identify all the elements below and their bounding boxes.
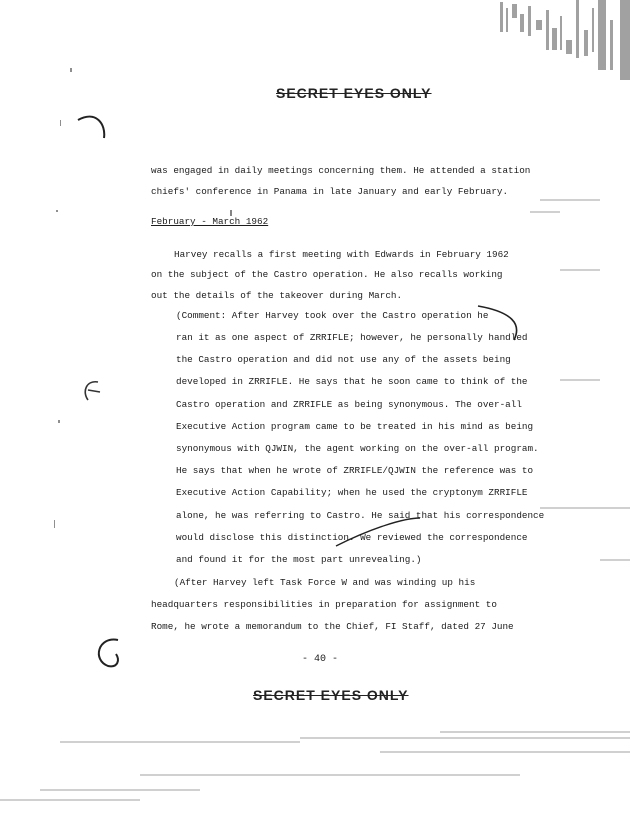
text-line: the Castro operation and did not use any of the assets being	[176, 354, 511, 365]
text-line: developed in ZRRIFLE. He says that he soon came to think of the	[176, 376, 528, 387]
page-number: - 40 -	[302, 654, 339, 665]
section-heading: February - March 1962	[151, 216, 269, 227]
text-line: out the details of the takeover during March.	[151, 290, 403, 301]
text-line: Executive Action Capability; when he used the cryptonym ZRRIFLE	[176, 487, 528, 498]
text-line: and found it for the most part unrevealing.)	[176, 554, 422, 565]
text-line: He says that when he wrote of ZRRIFLE/QJWIN the reference was to	[176, 465, 534, 476]
text-line: Executive Action program came to be treated in his mind as being	[176, 421, 534, 432]
text-line: (After Harvey left Task Force W and was winding up his	[174, 577, 476, 588]
text-line: on the subject of the Castro operation. He also recalls working	[151, 269, 503, 280]
text-line: chiefs' conference in Panama in late January and early February.	[151, 186, 509, 197]
classification-stamp-header: SECRET EYES ONLY	[276, 85, 432, 101]
text-line: Harvey recalls a first meeting with Edwards in February 1962	[174, 249, 509, 260]
text-line: headquarters responsibilities in preparation for assignment to	[151, 599, 497, 610]
text-line: Rome, he wrote a memorandum to the Chief, FI Staff, dated 27 June	[151, 621, 514, 632]
text-line: alone, he was referring to Castro. He said that his correspondence	[176, 510, 545, 521]
text-line: ran it as one aspect of ZRRIFLE; however, he personally handled	[176, 332, 528, 343]
classification-stamp-footer: SECRET EYES ONLY	[253, 687, 409, 703]
text-line: (Comment: After Harvey took over the Castro operation he	[176, 310, 489, 321]
text-line: was engaged in daily meetings concerning them. He attended a station	[151, 165, 531, 176]
text-line: would disclose this distinction. We reviewed the correspondence	[176, 532, 528, 543]
text-line: synonymous with QJWIN, the agent working on the over-all program.	[176, 443, 539, 454]
text-line: Castro operation and ZRRIFLE as being synonymous. The over-all	[176, 399, 522, 410]
